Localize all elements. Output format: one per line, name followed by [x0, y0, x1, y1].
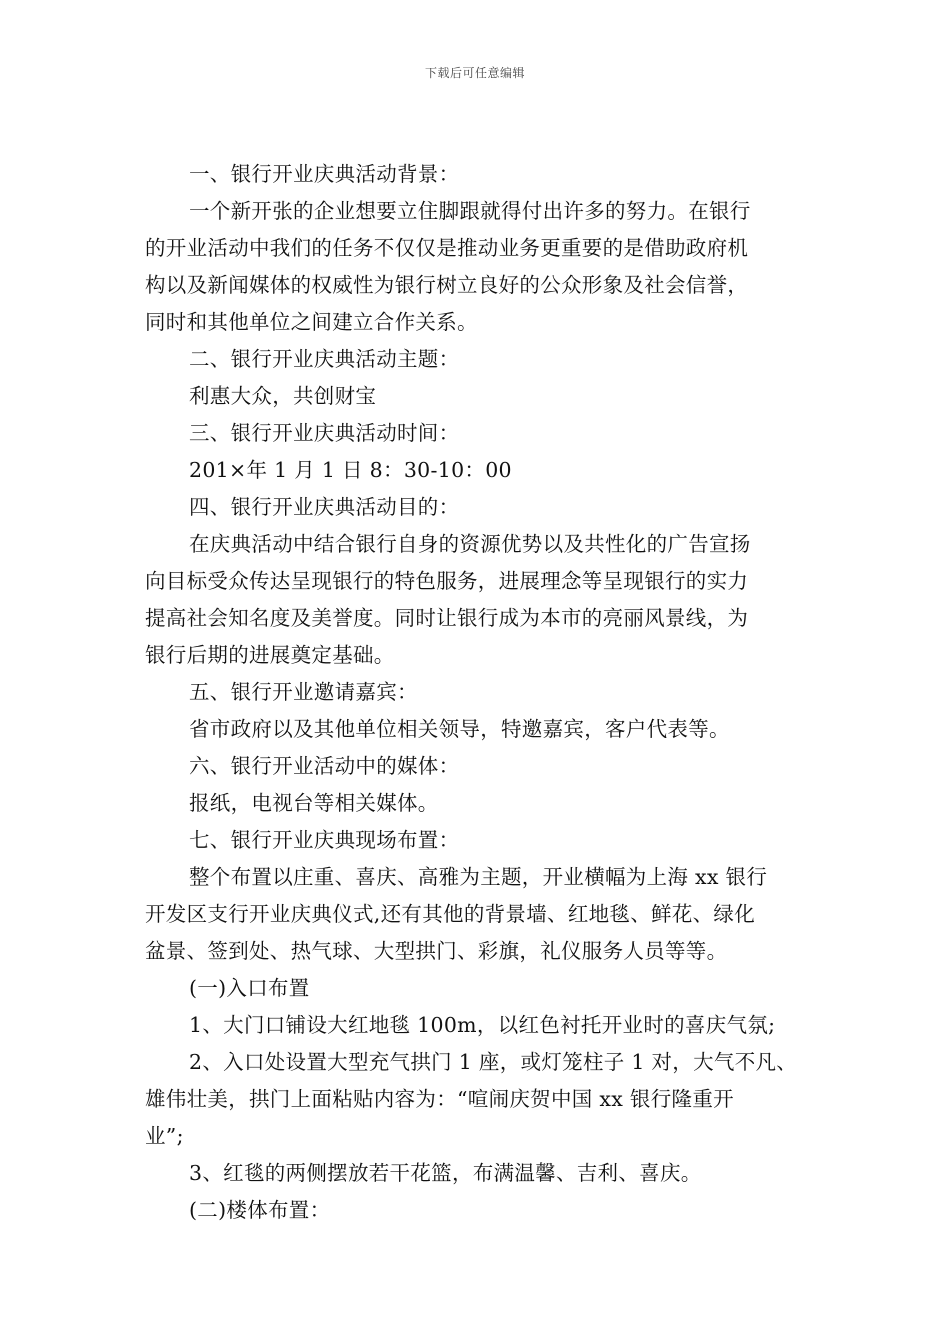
paragraph-line: 2、入口处设置大型充气拱门 1 座，或灯笼柱子 1 对，大气不凡、 — [189, 1050, 798, 1074]
paragraph-line: 利惠大众，共创财宝 — [189, 384, 377, 408]
paragraph-line: 201×年 1 月 1 日 8：30-10：00 — [189, 458, 512, 482]
paragraph-line: 向目标受众传达呈现银行的特色服务，进展理念等呈现银行的实力 — [145, 569, 749, 593]
document-body — [145, 156, 810, 1229]
paragraph-line: 3、红毯的两侧摆放若干花篮，布满温馨、吉利、喜庆。 — [189, 1161, 702, 1185]
paragraph-line: 盆景、签到处、热气球、大型拱门、彩旗，礼仪服务人员等等。 — [145, 939, 728, 963]
paragraph-line: 在庆典活动中结合银行自身的资源优势以及共性化的广告宣扬 — [189, 532, 751, 556]
paragraph-line: 五、银行开业邀请嘉宾： — [189, 680, 418, 704]
paragraph-line: 提高社会知名度及美誉度。同时让银行成为本市的亮丽风景线，为 — [145, 606, 749, 630]
paragraph-line: 整个布置以庄重、喜庆、高雅为主题，开业横幅为上海 xx 银行 — [189, 865, 768, 889]
paragraph-line: 二、银行开业庆典活动主题： — [189, 347, 460, 371]
paragraph-line: 业”; — [145, 1124, 184, 1148]
paragraph-line: 的开业活动中我们的任务不仅仅是推动业务更重要的是借助政府机 — [145, 236, 749, 260]
paragraph-line: 雄伟壮美，拱门上面粘贴内容为：“喧闹庆贺中国 xx 银行隆重开 — [145, 1087, 734, 1111]
paragraph-line: 四、银行开业庆典活动目的： — [189, 495, 460, 519]
paragraph-line: 1、大门口铺设大红地毯 100m，以红色衬托开业时的喜庆气氛; — [189, 1013, 776, 1037]
paragraph-line: 银行后期的进展奠定基础。 — [145, 643, 395, 667]
paragraph-line: 省市政府以及其他单位相关领导，特邀嘉宾，客户代表等。 — [189, 717, 730, 741]
paragraph-line: 三、银行开业庆典活动时间： — [189, 421, 460, 445]
paragraph-line: 报纸，电视台等相关媒体。 — [189, 791, 439, 815]
paragraph-line: 一个新开张的企业想要立住脚跟就得付出许多的努力。在银行 — [189, 199, 751, 223]
paragraph-line: (一)入口布置 — [189, 976, 310, 1000]
paragraph-line: 构以及新闻媒体的权威性为银行树立良好的公众形象及社会信誉， — [145, 273, 749, 297]
page-header: 下载后可任意编辑 — [424, 66, 525, 80]
paragraph-line: 一、银行开业庆典活动背景： — [189, 162, 460, 186]
paragraph-line: (二)楼体布置： — [189, 1198, 331, 1222]
paragraph-line: 开发区支行开业庆典仪式,还有其他的背景墙、红地毯、鲜花、绿化 — [145, 902, 756, 926]
paragraph-line: 同时和其他单位之间建立合作关系。 — [145, 310, 478, 334]
paragraph-line: 七、银行开业庆典现场布置： — [189, 828, 460, 852]
paragraph-line: 六、银行开业活动中的媒体： — [189, 754, 460, 778]
